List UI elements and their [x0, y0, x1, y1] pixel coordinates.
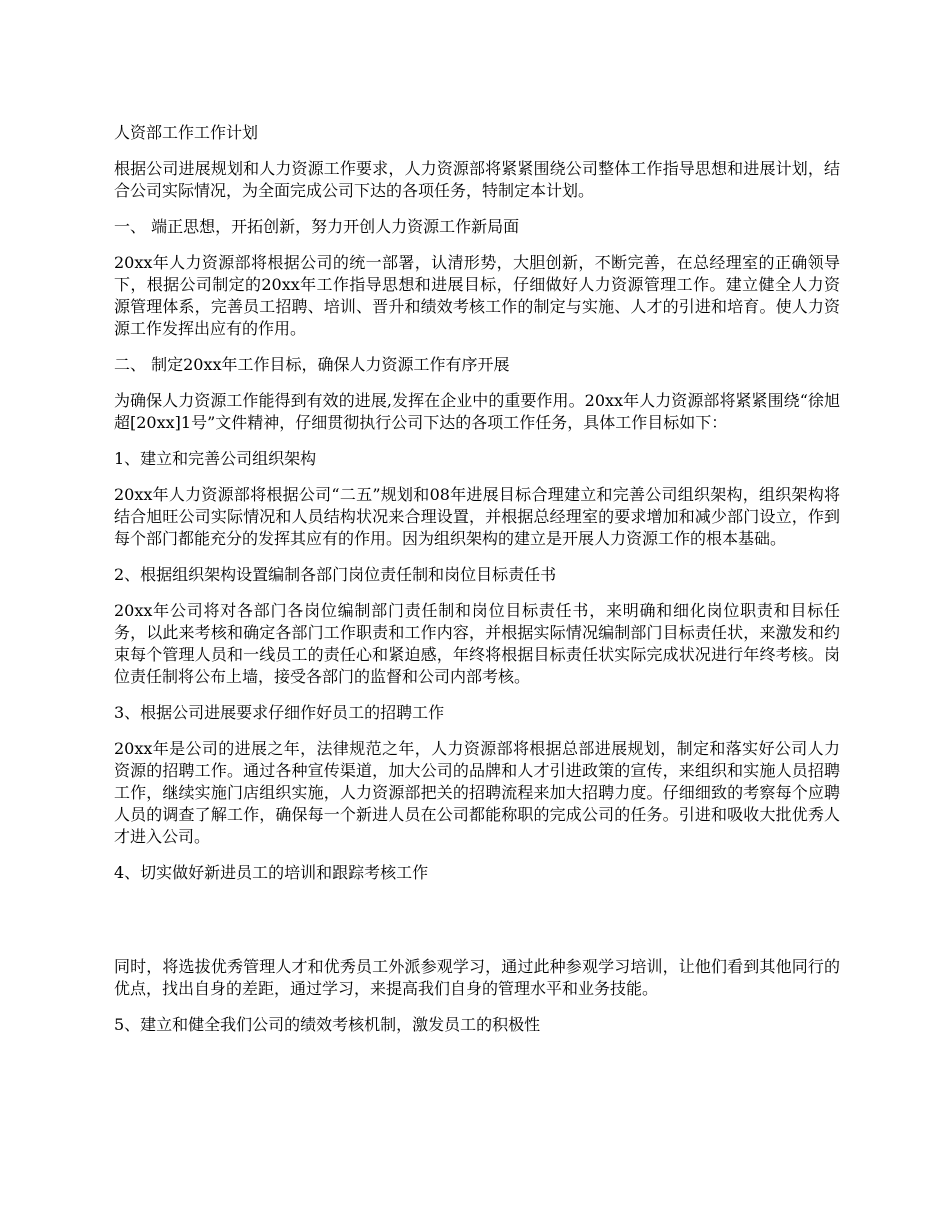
blank-gap: [114, 898, 840, 956]
item3-heading: 3、根据公司进展要求仔细作好员工的招聘工作: [114, 703, 445, 722]
item5-heading: 5、建立和健全我们公司的绩效考核机制，激发员工的积极性: [114, 1015, 541, 1034]
item2-paragraph: 20xx年公司将对各部门各岗位编制部门责任制和岗位目标责任书，来明确和细化岗位职责和目标任务，以此来考核和确定各部门工作职责和工作内容，并根据实际情况编制部门目标责任状，来激发和约束每个管理人员和一线员工的责任心和紧迫感，年终将根据目标责任状实际完成状况进行年终考核。岗位责任制将公布上墙，接受各部门的监督和公司内部考核。: [114, 601, 840, 686]
section2-paragraph: 为确保人力资源工作能得到有效的进展,发挥在企业中的重要作用。20xx年人力资源部将紧紧围绕“徐旭超[20xx]1号”文件精神，仔细贯彻执行公司下达的各项工作任务，具体工作目标如下：: [114, 391, 840, 432]
intro-paragraph: 根据公司进展规划和人力资源工作要求，人力资源部将紧紧围绕公司整体工作指导思想和进展计划，结合公司实际情况，为全面完成公司下达的各项任务，特制定本计划。: [114, 159, 840, 200]
item4-paragraph: 同时，将选拔优秀管理人才和优秀员工外派参观学习，通过此种参观学习培训，让他们看到其他同行的优点，找出自身的差距，通过学习，来提高我们自身的管理水平和业务技能。: [114, 957, 840, 998]
document-content: [114, 122, 840, 1050]
document-title: 人资部工作工作计划: [114, 123, 259, 142]
section1-paragraph: 20xx年人力资源部将根据公司的统一部署，认清形势，大胆创新，不断完善，在总经理室的正确领导下，根据公司制定的20xx年工作指导思想和进展目标，仔细做好人力资源管理工作。建立健全人力资源管理体系，完善员工招聘、培训、晋升和绩效考核工作的制定与实施、人才的引进和培育。使人力资源工作发挥出应有的作用。: [114, 253, 840, 338]
item1-paragraph: 20xx年人力资源部将根据公司“二五”规划和08年进展目标合理建立和完善公司组织架构，组织架构将结合旭旺公司实际情况和人员结构状况来合理设置，并根据总经理室的要求增加和减少部门设立，作到每个部门都能充分的发挥其应有的作用。因为组织架构的建立是开展人力资源工作的根本基础。: [114, 485, 840, 548]
section2-heading: 二、 制定20xx年工作目标，确保人力资源工作有序开展: [114, 355, 510, 374]
item4-heading: 4、切实做好新进员工的培训和跟踪考核工作: [114, 863, 429, 882]
item3-paragraph: 20xx年是公司的进展之年，法律规范之年，人力资源部将根据总部进展规划，制定和落实好公司人力资源的招聘工作。通过各种宣传渠道，加大公司的品牌和人才引进政策的宣传，来组织和实施人员招聘工作，继续实施门店组织实施，人力资源部把关的招聘流程来加大招聘力度。仔细细致的考察每个应聘人员的调查了解工作，确保每一个新进人员在公司都能称职的完成公司的任务。引进和吸收大批优秀人才进入公司。: [114, 739, 840, 846]
section1-heading: 一、 端正思想，开拓创新，努力开创人力资源工作新局面: [114, 217, 520, 236]
item2-heading: 2、根据组织架构设置编制各部门岗位责任制和岗位目标责任书: [114, 565, 557, 584]
item1-heading: 1、建立和完善公司组织架构: [114, 449, 317, 468]
